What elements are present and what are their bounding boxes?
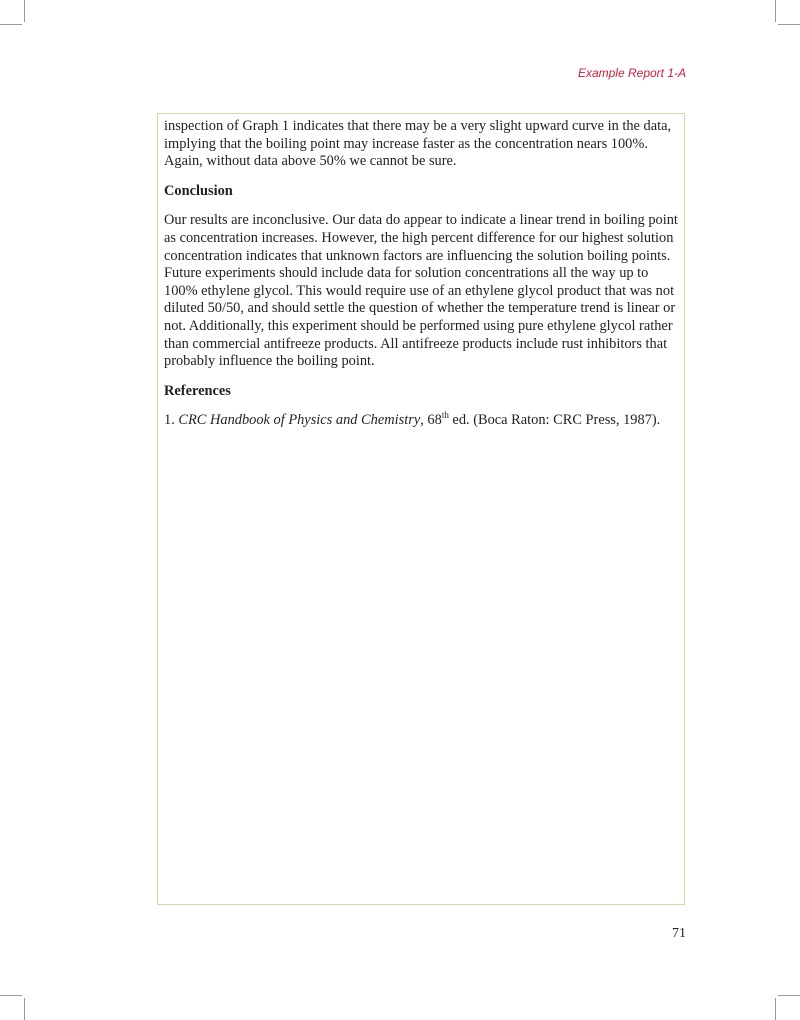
conclusion-heading: Conclusion bbox=[164, 182, 233, 199]
intro-paragraph: inspection of Graph 1 indicates that there may be a very slight upward curve in the data, implying that the boiling point may increase faster as the concentration nears 100%. Again, without data above 50% we cannot be sure. bbox=[164, 118, 672, 170]
reference-item bbox=[164, 412, 684, 430]
conclusion-paragraph: Our results are inconclusive. Our data do appear to indicate a linear trend in boiling point as concentration increases. However, the high percent difference for our highest solution concentration indicates that unknown factors are influencing the solution boiling points. Future experiments should include data for solution concentrations all the way up to 100% ethylene glycol. This would require use of an ethylene glycol product that was not diluted 50/50, and should settle the question of whether the temperature trend is linear or not. Additionally, this experiment should be performed using pure ethylene glycol rather than commercial antifreeze products. All antifreeze products include rust inhibitors that probably influence the boiling point. bbox=[164, 212, 678, 370]
reference-number: 1. bbox=[164, 412, 179, 429]
page-number: 71 bbox=[672, 926, 686, 941]
references-heading: References bbox=[164, 382, 231, 399]
crop-mark bbox=[0, 995, 22, 996]
crop-mark bbox=[24, 998, 25, 1020]
crop-mark bbox=[775, 0, 776, 22]
crop-mark bbox=[0, 24, 22, 25]
crop-mark bbox=[24, 0, 25, 22]
crop-mark bbox=[778, 995, 800, 996]
report-body bbox=[164, 118, 684, 442]
reference-title: CRC Handbook of Physics and Chemistry bbox=[178, 412, 421, 429]
reference-publisher: ed. (Boca Raton: CRC Press, 1987). bbox=[448, 412, 661, 429]
crop-mark bbox=[778, 24, 800, 25]
reference-edition: , 68 bbox=[420, 412, 442, 429]
crop-mark bbox=[775, 998, 776, 1020]
running-head: Example Report 1-A bbox=[577, 66, 686, 80]
reference-edition-suffix: th bbox=[441, 410, 449, 421]
